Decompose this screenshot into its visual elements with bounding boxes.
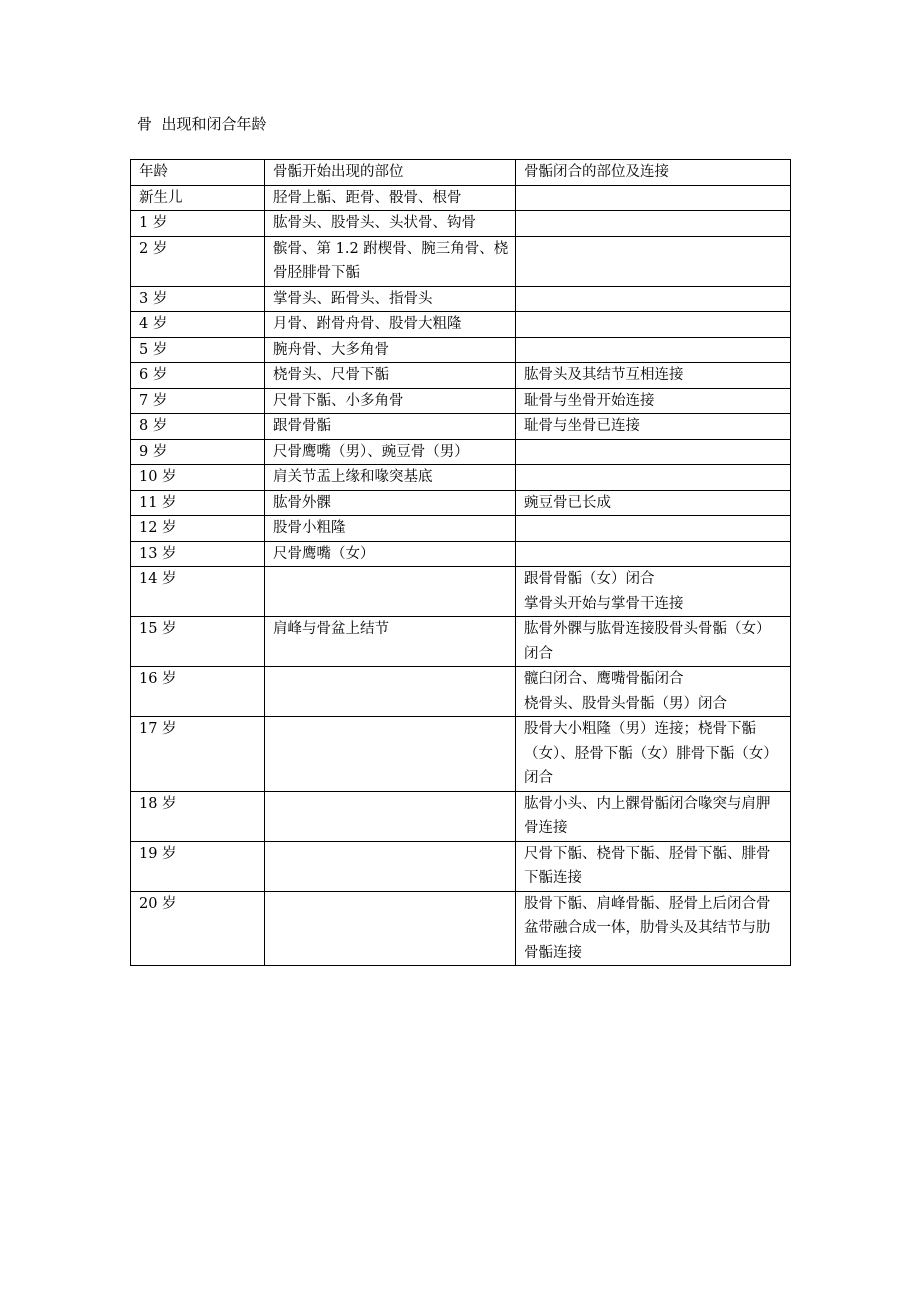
table-row — [131, 891, 791, 966]
table-row — [131, 414, 791, 440]
table-header — [131, 160, 791, 186]
closure-cell: 股骨下骺、肩峰骨骺、胫骨上后闭合骨盆带融合成一体，肋骨头及其结节与肋骨骺连接 — [516, 891, 791, 966]
age-cell: 16 岁 — [131, 667, 265, 717]
table-row — [131, 541, 791, 567]
closure-cell: 髋臼闭合、鹰嘴骨骺闭合 桡骨头、股骨头骨骺（男）闭合 — [516, 667, 791, 717]
closure-cell — [516, 312, 791, 338]
age-cell: 5 岁 — [131, 337, 265, 363]
table-row — [131, 667, 791, 717]
closure-cell: 耻骨与坐骨已连接 — [516, 414, 791, 440]
closure-cell — [516, 185, 791, 211]
age-cell: 2 岁 — [131, 236, 265, 286]
table-row — [131, 490, 791, 516]
appearance-cell: 腕舟骨、大多角骨 — [265, 337, 516, 363]
age-cell: 15 岁 — [131, 617, 265, 667]
closure-cell: 豌豆骨已长成 — [516, 490, 791, 516]
appearance-cell: 尺骨下骺、小多角骨 — [265, 388, 516, 414]
appearance-cell: 跟骨骨骺 — [265, 414, 516, 440]
appearance-cell: 月骨、跗骨舟骨、股骨大粗隆 — [265, 312, 516, 338]
closure-cell: 肱骨外髁与肱骨连接股骨头骨骺（女）闭合 — [516, 617, 791, 667]
table-row — [131, 791, 791, 841]
header-appearance-site: 骨骺开始出现的部位 — [265, 160, 516, 186]
table-row — [131, 185, 791, 211]
age-cell: 19 岁 — [131, 841, 265, 891]
closure-cell: 肱骨小头、内上髁骨骺闭合喙突与肩胛骨连接 — [516, 791, 791, 841]
closure-cell: 股骨大小粗隆（男）连接；桡骨下骺（女）、胫骨下骺（女）腓骨下骺（女）闭合 — [516, 717, 791, 792]
appearance-cell: 尺骨鹰嘴（女） — [265, 541, 516, 567]
appearance-cell — [265, 567, 516, 617]
appearance-cell: 肩峰与骨盆上结节 — [265, 617, 516, 667]
age-cell: 12 岁 — [131, 516, 265, 542]
appearance-cell: 肱骨外髁 — [265, 490, 516, 516]
age-cell: 20 岁 — [131, 891, 265, 966]
age-cell: 3 岁 — [131, 286, 265, 312]
age-cell: 14 岁 — [131, 567, 265, 617]
table-row — [131, 567, 791, 617]
age-cell: 10 岁 — [131, 465, 265, 491]
closure-cell: 耻骨与坐骨开始连接 — [516, 388, 791, 414]
table-row — [131, 717, 791, 792]
age-cell: 新生儿 — [131, 185, 265, 211]
appearance-cell: 髌骨、第 1.2 跗楔骨、腕三角骨、桡骨胫腓骨下骺 — [265, 236, 516, 286]
closure-cell: 跟骨骨骺（女）闭合 掌骨头开始与掌骨干连接 — [516, 567, 791, 617]
appearance-cell — [265, 717, 516, 792]
age-cell: 7 岁 — [131, 388, 265, 414]
closure-cell — [516, 211, 791, 237]
ossification-table — [130, 159, 791, 966]
page-title: 骨 出现和闭合年龄 — [137, 115, 267, 133]
appearance-cell: 尺骨鹰嘴（男）、豌豆骨（男） — [265, 439, 516, 465]
table-row — [131, 516, 791, 542]
table-body — [131, 185, 791, 966]
appearance-cell — [265, 667, 516, 717]
closure-cell: 尺骨下骺、桡骨下骺、胫骨下骺、腓骨下骺连接 — [516, 841, 791, 891]
age-cell: 18 岁 — [131, 791, 265, 841]
age-cell: 13 岁 — [131, 541, 265, 567]
table-row — [131, 286, 791, 312]
table-row — [131, 236, 791, 286]
age-cell: 11 岁 — [131, 490, 265, 516]
table-row — [131, 439, 791, 465]
closure-cell — [516, 541, 791, 567]
table-row — [131, 363, 791, 389]
appearance-cell: 掌骨头、跖骨头、指骨头 — [265, 286, 516, 312]
age-cell: 9 岁 — [131, 439, 265, 465]
age-cell: 6 岁 — [131, 363, 265, 389]
table-row — [131, 841, 791, 891]
appearance-cell: 肩关节盂上缘和喙突基底 — [265, 465, 516, 491]
appearance-cell: 股骨小粗隆 — [265, 516, 516, 542]
age-cell: 17 岁 — [131, 717, 265, 792]
appearance-cell — [265, 891, 516, 966]
age-cell: 8 岁 — [131, 414, 265, 440]
closure-cell — [516, 439, 791, 465]
appearance-cell: 桡骨头、尺骨下骺 — [265, 363, 516, 389]
table-row — [131, 337, 791, 363]
closure-cell — [516, 236, 791, 286]
closure-cell — [516, 516, 791, 542]
appearance-cell — [265, 791, 516, 841]
appearance-cell: 肱骨头、股骨头、头状骨、钩骨 — [265, 211, 516, 237]
header-row — [131, 160, 791, 186]
table-row — [131, 312, 791, 338]
header-closure-site: 骨骺闭合的部位及连接 — [516, 160, 791, 186]
age-cell: 1 岁 — [131, 211, 265, 237]
table-row — [131, 617, 791, 667]
appearance-cell: 胫骨上骺、距骨、骰骨、根骨 — [265, 185, 516, 211]
closure-cell — [516, 286, 791, 312]
age-cell: 4 岁 — [131, 312, 265, 338]
closure-cell — [516, 337, 791, 363]
table-row — [131, 211, 791, 237]
header-age: 年龄 — [131, 160, 265, 186]
table-row — [131, 388, 791, 414]
table-row — [131, 465, 791, 491]
appearance-cell — [265, 841, 516, 891]
closure-cell — [516, 465, 791, 491]
closure-cell: 肱骨头及其结节互相连接 — [516, 363, 791, 389]
